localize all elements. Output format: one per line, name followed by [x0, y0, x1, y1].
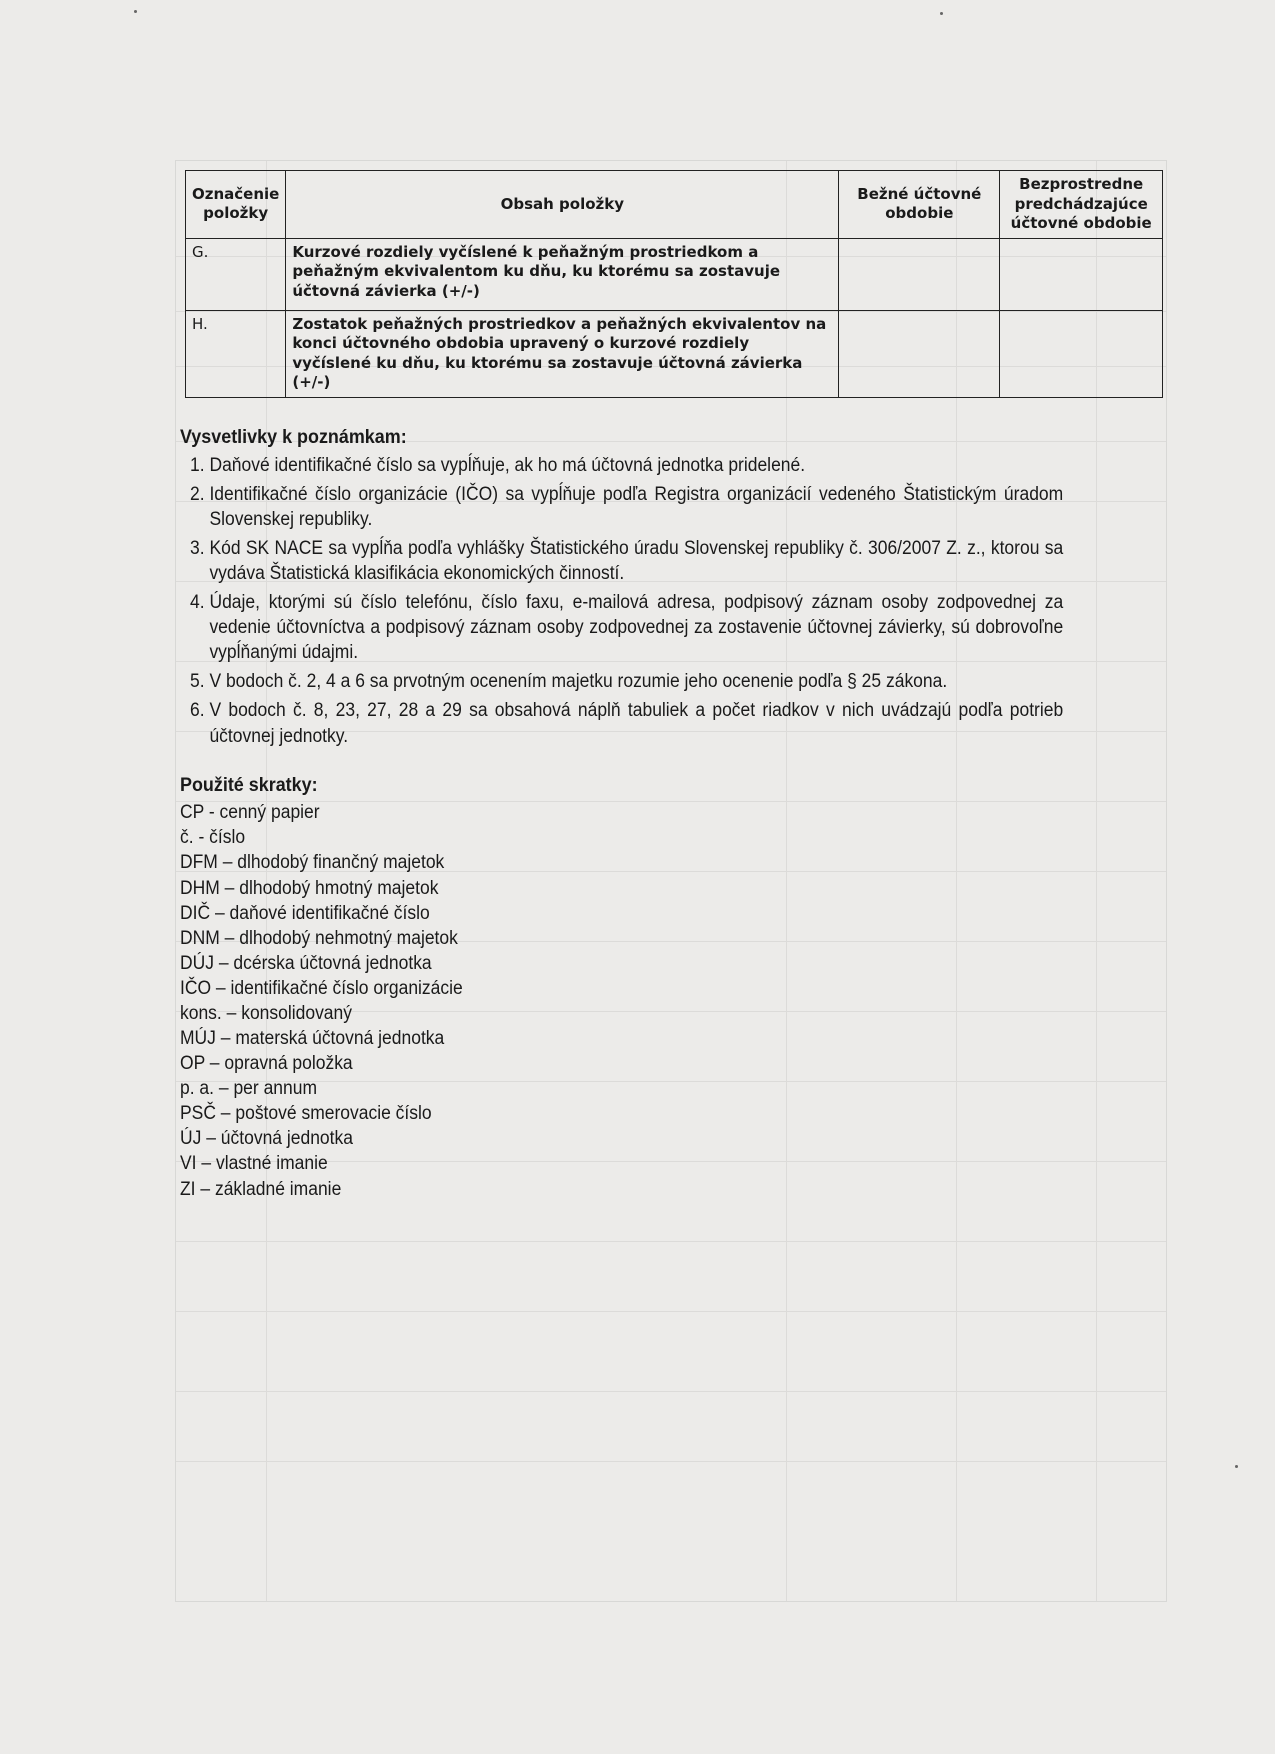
- row-current-value: [839, 238, 1000, 310]
- note-item: 2. Identifikačné číslo organizácie (IČO) sa vypĺňuje podľa Registra organizácií vedeného Štatistickým úradom Slovenskej republiky.: [209, 482, 1063, 532]
- scan-speck: [940, 12, 943, 15]
- abbreviation-item: p. a. – per annum: [180, 1078, 318, 1100]
- abbreviations-title: Použité skratky:: [180, 773, 318, 796]
- abbreviation-item: DÚJ – dcérska účtovná jednotka: [180, 952, 432, 974]
- row-text: Zostatok peňažných prostriedkov a peňažných ekvivalentov na konci účtovného obdobia upravený o kurzové rozdiely vyčíslené ku dňu, ku ktorému sa zostavuje účtovná závierka (+/-): [286, 310, 839, 397]
- abbreviation-item: kons. – konsolidovaný: [180, 1002, 352, 1024]
- abbreviation-item: VI – vlastné imanie: [180, 1153, 328, 1175]
- note-item: 6. V bodoch č. 8, 23, 27, 28 a 29 sa obsahová náplň tabuliek a počet riadkov v nich uvádzajú podľa potrieb účtovnej jednotky.: [209, 698, 1063, 748]
- row-code: H.: [186, 310, 286, 397]
- abbreviation-item: DHM – dlhodobý hmotný majetok: [180, 877, 439, 899]
- scan-speck: [1235, 1465, 1238, 1468]
- abbreviation-item: ZI – základné imanie: [180, 1178, 342, 1200]
- abbreviation-item: DIČ – daňové identifikačné číslo: [180, 902, 430, 924]
- row-code: G.: [186, 238, 286, 310]
- table-row: [186, 310, 1163, 397]
- abbreviation-item: PSČ – poštové smerovacie číslo: [180, 1103, 432, 1125]
- notes-list: [180, 453, 1063, 749]
- note-item: 1. Daňové identifikačné číslo sa vypĺňuje, ak ho má účtovná jednotka pridelené.: [209, 453, 1063, 478]
- abbreviation-item: MÚJ – materská účtovná jednotka: [180, 1028, 445, 1050]
- cash-flow-table: [185, 170, 1163, 398]
- abbreviation-item: DFM – dlhodobý finančný majetok: [180, 852, 445, 874]
- abbreviation-item: ÚJ – účtovná jednotka: [180, 1128, 353, 1150]
- abbreviation-item: DNM – dlhodobý nehmotný majetok: [180, 927, 458, 949]
- notes-section: [180, 425, 1063, 1202]
- header-predchadzajuce-obdobie: Bezprostredne predchádzajúce účtovné obdobie: [1000, 171, 1163, 239]
- abbreviation-item: OP – opravná položka: [180, 1053, 353, 1075]
- table-header-row: [186, 171, 1163, 239]
- notes-title: Vysvetlivky k poznámkam:: [180, 426, 407, 448]
- row-previous-value: [1000, 310, 1163, 397]
- abbreviations-list: [180, 800, 1063, 1201]
- header-obsah: Obsah položky: [286, 171, 839, 239]
- row-text: Kurzové rozdiely vyčíslené k peňažným prostriedkom a peňažným ekvivalentom ku dňu, ku ktorému sa zostavuje účtovná závierka (+/-): [286, 238, 839, 310]
- row-current-value: [839, 310, 1000, 397]
- note-item: 3. Kód SK NACE sa vypĺňa podľa vyhlášky Štatistického úradu Slovenskej republiky č. 306/2007 Z. z., ktorou sa vydáva Štatistická klasifikácia ekonomických činností.: [209, 536, 1063, 586]
- row-previous-value: [1000, 238, 1163, 310]
- table-row: [186, 238, 1163, 310]
- abbreviation-item: č. - číslo: [180, 827, 246, 849]
- scan-speck: [134, 10, 137, 13]
- header-oznacenie: Označenie položky: [186, 171, 286, 239]
- abbreviation-item: CP - cenný papier: [180, 802, 320, 824]
- note-item: 5. V bodoch č. 2, 4 a 6 sa prvotným ocenením majetku rozumie jeho ocenenie podľa § 25 zákona.: [209, 669, 1063, 694]
- note-item: 4. Údaje, ktorými sú číslo telefónu, číslo faxu, e-mailová adresa, podpisový záznam osoby zodpovednej za vedenie účtovníctva a podpisový záznam osoby zodpovednej za zostavenie účtovnej závierky, sú dobrovoľne vypĺňanými údajmi.: [209, 590, 1063, 665]
- header-bezne-obdobie: Bežné účtovné obdobie: [839, 171, 1000, 239]
- abbreviation-item: IČO – identifikačné číslo organizácie: [180, 977, 463, 999]
- abbreviations-section: [180, 773, 1063, 1202]
